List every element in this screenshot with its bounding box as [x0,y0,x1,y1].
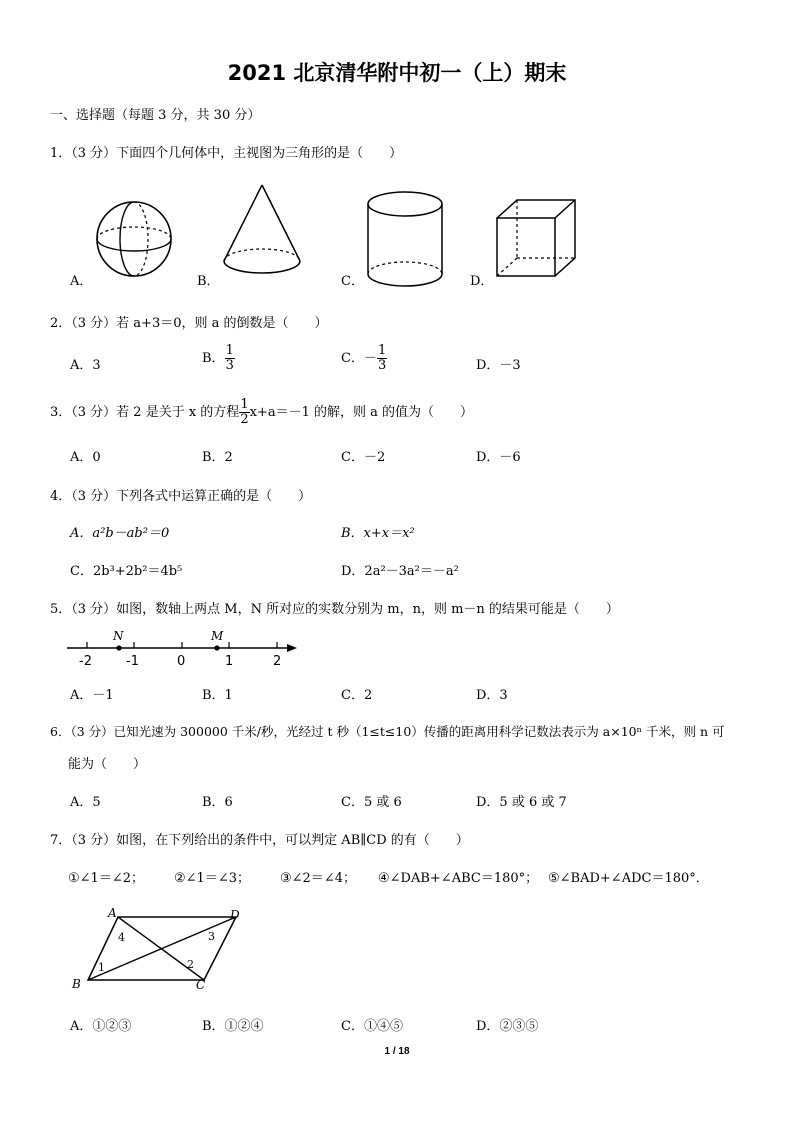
q5-option-c: C．2 [341,688,373,703]
q3-stem: 3．（3 分）若 2 是关于 x 的方程 $\frac{1}{2}$ x+a＝－1 的解，则 a 的值为（ ） [50,397,473,427]
q6-stem-line2: 能为（ ） [68,757,147,772]
q1-option-b: B． [197,274,220,289]
tick-label: 0 [177,654,186,669]
q4-option-c: C．2b³+2b²＝4b⁵ [70,564,183,579]
tick-label: 1 [225,654,234,669]
vertex-d-label: D [230,908,240,922]
q7-option-c: C．①④⑤ [341,1019,403,1034]
q2-stem: 2．（3 分）若 a+3＝0，则 a 的倒数是（ ） [50,316,328,331]
q6-option-c: C．5 或 6 [341,795,402,810]
number-line [65,626,305,672]
q7-stem: 7．（3 分）如图，在下列给出的条件中，可以判定 AB∥CD 的有（ ） [50,833,469,848]
tick-label: 2 [273,654,282,669]
q3-option-b: B．2 [202,450,233,465]
vertex-b-label: B [72,977,81,991]
q7-option-d: D．②③⑤ [476,1019,539,1034]
q6-option-d: D．5 或 6 或 7 [476,795,567,810]
vertex-a-label: A [108,906,117,920]
vertex-c-label: C [196,978,206,992]
parallelogram-figure [68,905,268,997]
cube-figure [496,198,578,280]
q5-option-b: B．1 [202,688,233,703]
q6-stem-line1: 6．（3 分）已知光速为 300000 千米/秒，光经过 t 秒（1≤t≤10）传播的距离用科学记数法表示为 a×10ⁿ 千米，则 n 可 [50,724,725,739]
q4-option-a: A．a²b－ab²＝0 [70,526,170,541]
q1-option-c: C． [341,274,364,289]
q1-stem: 1．（3 分）下面四个几何体中，主视图为三角形的是（ ） [50,146,403,161]
q2-option-b: B． $\frac{1}{3}$ [202,343,234,373]
tick-label: -1 [126,654,139,669]
sphere-figure [95,200,175,280]
q6-option-a: A．5 [70,795,101,810]
q7-option-b: B．①②④ [202,1019,264,1034]
q7-option-a: A．①②③ [70,1019,132,1034]
cone-figure [222,183,304,283]
q5-stem: 5．（3 分）如图，数轴上两点 M，N 所对应的实数分别为 m，n，则 m－n 的结果可能是（ ） [50,602,619,617]
point-m-label: M [211,629,224,643]
page-title: 2021 北京清华附中初一（上）期末 [227,61,567,85]
q1-option-a: A． [70,274,93,289]
q2-option-c: C．－ $\frac{1}{3}$ [341,343,387,373]
q4-option-d: D．2a²－3a²＝－a² [341,564,459,579]
section-heading: 一、选择题（每题 3 分，共 30 分） [50,108,261,123]
q5-option-a: A．－1 [70,688,114,703]
q7-condition-4: ④∠DAB+∠ABC＝180°； [378,871,539,886]
q5-option-d: D．3 [476,688,508,703]
q2-option-a: A．3 [70,358,101,373]
q2-option-d: D．－3 [476,358,521,373]
q3-option-c: C．－2 [341,450,386,465]
q4-option-b: B．x+x＝x² [341,526,415,541]
angle-3-label: 3 [208,930,215,943]
q1-option-d: D． [470,274,494,289]
tick-label: -2 [79,654,92,669]
point-n-label: N [113,629,124,643]
q7-condition-1: ①∠1＝∠2； [68,871,144,886]
q7-condition-3: ③∠2＝∠4； [280,871,356,886]
q7-condition-5: ⑤∠BAD+∠ADC＝180°． [548,871,709,886]
page-number: 1 / 18 [384,1046,410,1057]
cylinder-figure [367,190,447,290]
q6-option-b: B．6 [202,795,233,810]
angle-4-label: 4 [118,931,125,944]
q3-option-a: A．0 [70,450,101,465]
q3-option-d: D．－6 [476,450,521,465]
q4-stem: 4．（3 分）下列各式中运算正确的是（ ） [50,489,312,504]
angle-1-label: 1 [98,961,105,974]
angle-2-label: 2 [187,958,194,971]
q7-condition-2: ②∠1＝∠3； [174,871,250,886]
